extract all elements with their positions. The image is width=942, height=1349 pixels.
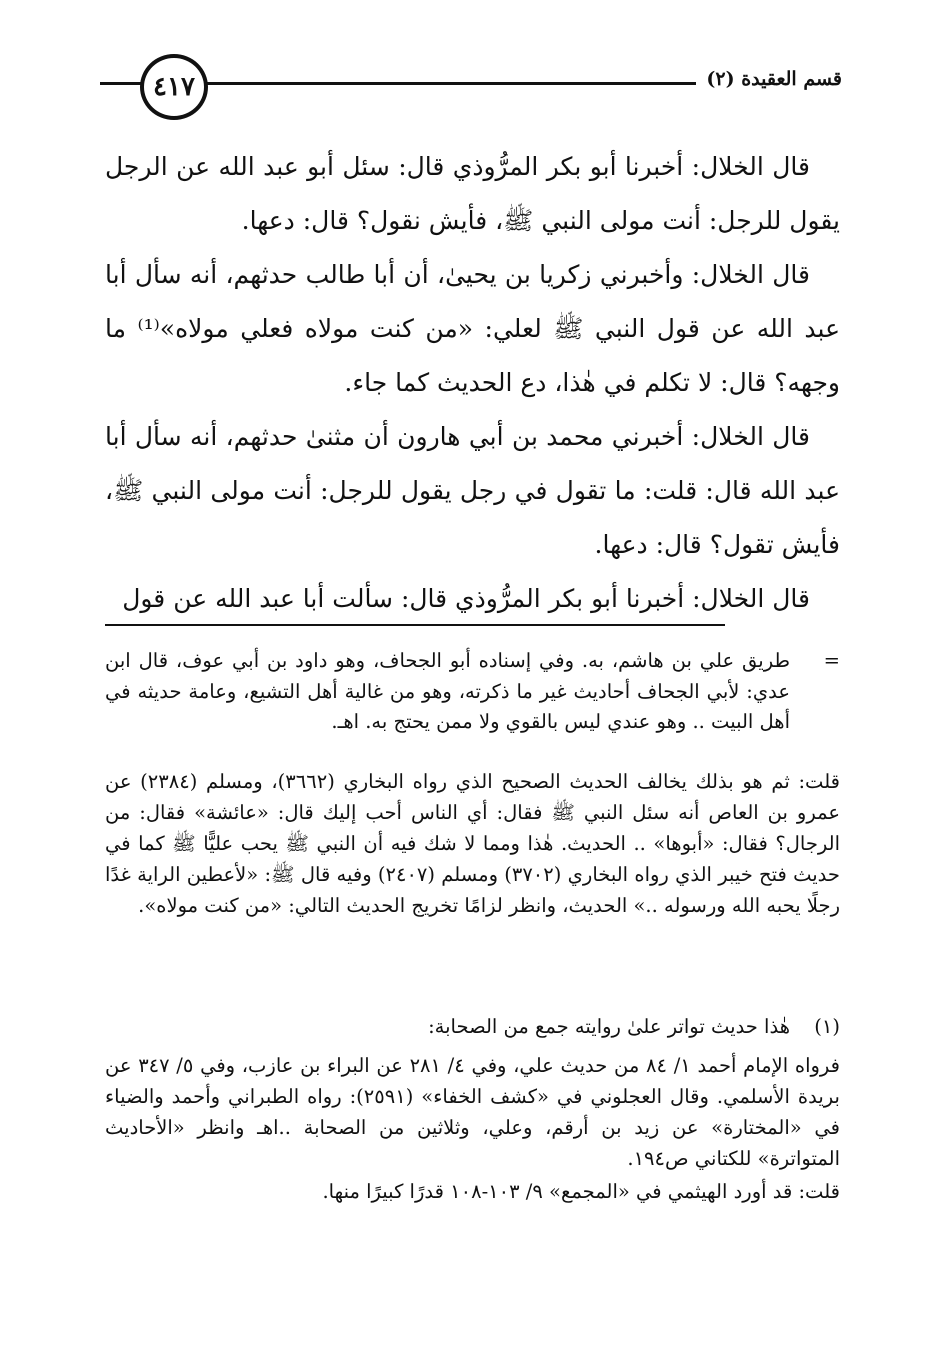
footnote-1-marker: (١) xyxy=(814,1015,840,1038)
footnote-continuation-paragraph-2: قلت: ثم هو بذلك يخالف الحديث الصحيح الذي رواه البخاري (٣٦٦٢)، ومسلم (٢٣٨٤) عن عمرو بن العاص أنه سئل النبي ﷺ فقال: أي الناس أحب إليك قال: «عائشة» فقال: من الرجال؟ فقال: «أبوها» .. الحديث. هٰذا ومما لا شك فيه أن النبي ﷺ يحب عليًّا ﷺ كما في حديث فتح خيبر الذي رواه البخاري (٣٧٠٢) ومسلم (٢٤٠٧) وفيه قال ﷺ: «لأعطين الراية غدًا رجلًا يحبه الله ورسوله ..» الحديث، وانظر لزامًا تخريج الحديث التالي: «من كنت مولاه». xyxy=(105,770,840,917)
section-title: قسم العقيدة (٢) xyxy=(696,68,842,90)
footnote-1-intro: هٰذا حديث تواتر علىٰ روايته جمع من الصحابة: xyxy=(428,1015,790,1038)
footnote-continuation xyxy=(105,646,840,738)
footnote-1-paragraph-2: قلت: قد أورد الهيثمي في «المجمع» ٩/ ١٠٣-١٠٨ قدرًا كبيرًا منها. xyxy=(322,1180,840,1203)
main-paragraph-1: قال الخلال: أخبرنا أبو بكر المرُّوذي قال: سئل أبو عبد الله عن الرجل يقول للرجل: أنت مولى النبي ﷺ، فأيش نقول؟ قال: دعها. xyxy=(105,152,840,235)
footnote-1 xyxy=(105,1012,840,1043)
footnote-continuation-marker: = xyxy=(823,649,840,672)
main-paragraph-3: قال الخلال: أخبرني محمد بن أبي هارون أن مثنىٰ حدثهم، أنه سأل أبا عبد الله قال: قلت: ما تقول في رجل يقول للرجل: أنت مولى النبي ﷺ، فأيش تقول؟ قال: دعها. xyxy=(105,422,840,559)
header-rule-left xyxy=(100,82,142,85)
main-text xyxy=(105,140,840,626)
page-header xyxy=(100,44,842,124)
main-paragraph-4: قال الخلال: أخبرنا أبو بكر المرُّوذي قال: سألت أبا عبد الله عن قول xyxy=(122,584,810,613)
page-number: ٤١٧ xyxy=(140,54,208,120)
main-paragraph-2: قال الخلال: وأخبرني زكريا بن يحيىٰ، أن أبا طالب حدثهم، أنه سأل أبا عبد الله عن قول النبي ﷺ لعلي: «من كنت مولاه فعلي مولاه»⁽¹⁾ ما وجهه؟ قال: لا تكلم في هٰذا، دع الحديث كما جاء. xyxy=(105,260,840,397)
footnote-continuation-paragraph-1: طريق علي بن هاشم، به. وفي إسناده أبو الجحاف، وهو داود بن أبي عوف، قال ابن عدي: لأبي الجحاف أحاديث غير ما ذكرته، وهو من غالية أهل التشيع، وعامة حديثه في أهل البيت .. وهو عندي ليس بالقوي ولا ممن يحتج به. اهـ. xyxy=(105,649,790,733)
footnote-divider xyxy=(105,624,725,626)
footnote-1-paragraph-1: فرواه الإمام أحمد ١/ ٨٤ من حديث علي، وفي ٤/ ٢٨١ عن البراء بن عازب، وفي ٥/ ٣٤٧ عن بريدة الأسلمي. وقال العجلوني في «كشف الخفاء» (٢٥٩١): رواه الطبراني وأحمد والضياء في «المختارة» عن زيد بن أرقم، وعلي، وثلاثين من الصحابة ..اهـ وانظر «الأحاديث المتواترة» للكتاني ص١٩٤. xyxy=(105,1054,840,1170)
footnote-1-body xyxy=(105,1050,840,1209)
footnote-continuation-block xyxy=(105,766,840,923)
